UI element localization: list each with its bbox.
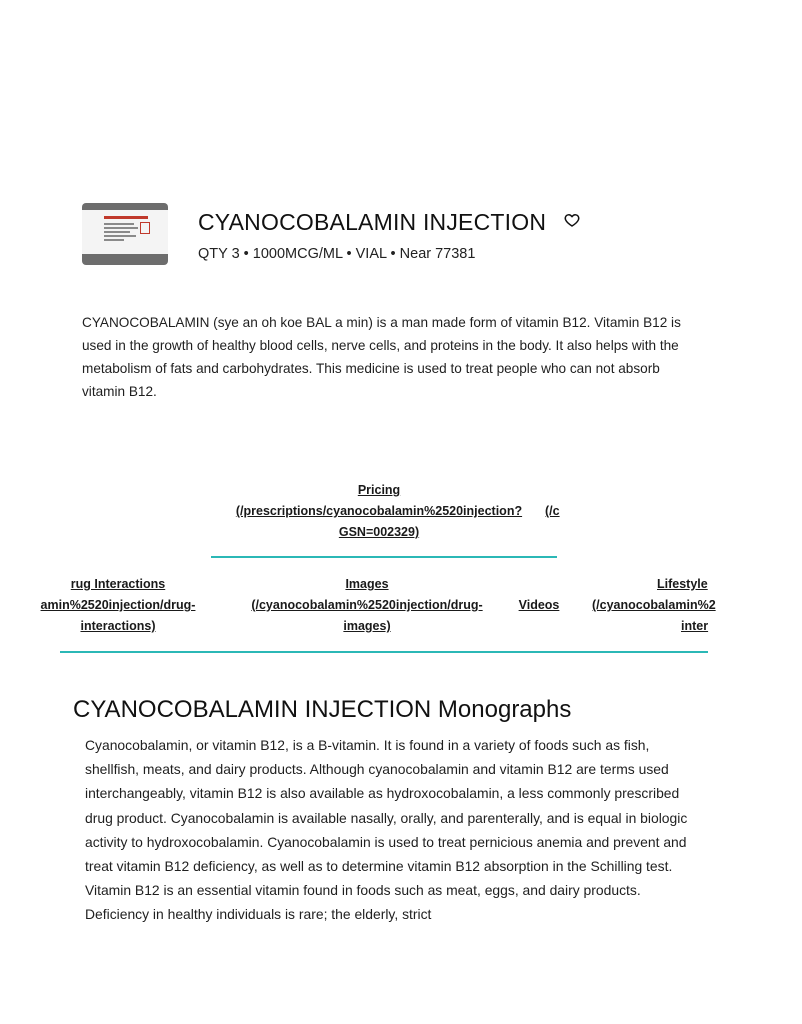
drug-image — [82, 203, 168, 265]
tab-images[interactable]: Images (/cyanocobalamin%2520injection/drug- images) — [251, 577, 483, 633]
tab-videos[interactable]: Videos — [518, 598, 560, 612]
active-tab-underline — [211, 556, 557, 558]
monographs-title: CYANOCOBALAMIN INJECTION Monographs — [73, 696, 572, 723]
secondary-tabs — [40, 574, 716, 653]
tab-lifestyle[interactable]: Lifestyle (/cyanocobalamin%2 inter — [592, 577, 716, 633]
drug-title: CYANOCOBALAMIN INJECTION — [198, 209, 547, 235]
monographs-body: Cyanocobalamin, or vitamin B12, is a B-vitamin. It is found in a variety of foods such as fish, shellfish, meats, and dairy products. Although cyanocobalamin and vitamin B12 are terms used interchangeably, vitamin B12 is also available as hydroxocobalamin, a less commonly prescribed drug product. Cyanocobalamin is available nasally, orally, and parenterally, and is equal in biologic activity to hydroxocobalamin. Cyanocobalamin is used to treat pernicious anemia and prevent and treat vitamin B12 deficiency, as well as to determine vitamin B12 absorption in the Schilling test. Vitamin B12 is an essential vitamin found in foods such as meat, eggs, and dairy products. Deficiency in healthy individuals is rare; the elderly, strict — [85, 737, 688, 923]
tab-pricing[interactable]: Pricing (/prescriptions/cyanocobalamin%2520injection? GSN=002329) — [235, 483, 523, 539]
primary-tabs — [211, 480, 560, 558]
drug-meta: QTY 3 • 1000MCG/ML • VIAL • Near 77381 — [198, 246, 476, 262]
tab-row-underline — [60, 651, 708, 653]
drug-description: CYANOCOBALAMIN (sye an oh koe BAL a min) is a man made form of vitamin B12. Vitamin B12 is used in the growth of healthy blood cells, nerve cells, and proteins in the body. It also helps with the metabolism of fats and carbohydrates. This medicine is used to treat people who can not absorb vitamin B12. — [82, 315, 681, 399]
tab-drug-interactions[interactable]: rug Interactions amin%2520injection/drug- interactions) — [40, 577, 196, 633]
heart-outline-icon[interactable] — [564, 212, 580, 228]
drug-header — [82, 203, 622, 265]
tab-clipped-next[interactable]: (/c — [545, 504, 560, 518]
